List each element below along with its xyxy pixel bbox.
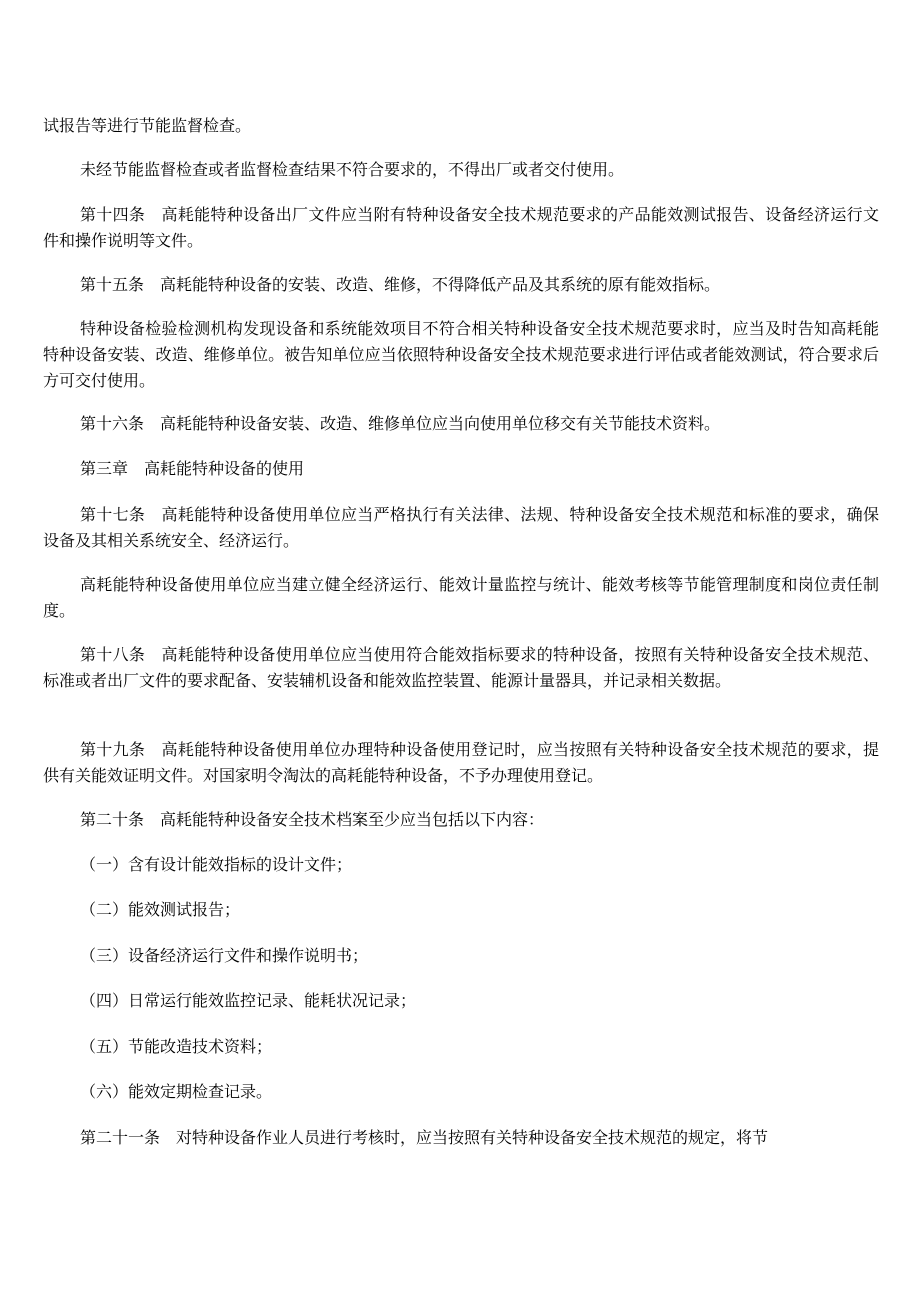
paragraph: 未经节能监督检查或者监督检查结果不符合要求的，不得出厂或者交付使用。 bbox=[80, 160, 625, 179]
paragraph-continuation: 试报告等进行节能监督检查。 bbox=[43, 116, 252, 135]
article-16: 第十六条 高耗能特种设备安装、改造、维修单位应当向使用单位移交有关节能技术资料。 bbox=[80, 414, 721, 433]
article-17: 第十七条 高耗能特种设备使用单位应当严格执行有关法律、法规、特种设备安全技术规范和标准的要求，确保设备及其相关系统安全、经济运行。 bbox=[43, 505, 879, 550]
chapter-heading: 第三章 高耗能特种设备的使用 bbox=[80, 459, 305, 478]
list-item: （五）节能改造技术资料； bbox=[80, 1037, 273, 1056]
list-item: （一）含有设计能效指标的设计文件； bbox=[80, 855, 353, 874]
list-item: （四）日常运行能效监控记录、能耗状况记录； bbox=[80, 991, 417, 1010]
list-item: （二）能效测试报告； bbox=[80, 900, 241, 919]
paragraph: 高耗能特种设备使用单位应当建立健全经济运行、能效计量监控与统计、能效考核等节能管理制度和岗位责任制度。 bbox=[43, 575, 879, 620]
list-item: （三）设备经济运行文件和操作说明书； bbox=[80, 946, 369, 965]
article-19: 第十九条 高耗能特种设备使用单位办理特种设备使用登记时，应当按照有关特种设备安全技术规范的要求，提供有关能效证明文件。对国家明令淘汰的高耗能特种设备，不予办理使用登记。 bbox=[43, 740, 879, 785]
paragraph: 特种设备检验检测机构发现设备和系统能效项目不符合相关特种设备安全技术规范要求时，应当及时告知高耗能特种设备安装、改造、维修单位。被告知单位应当依照特种设备安全技术规范要求进行评估或者能效测试，符合要求后方可交付使用。 bbox=[43, 319, 879, 390]
article-14: 第十四条 高耗能特种设备出厂文件应当附有特种设备安全技术规范要求的产品能效测试报告、设备经济运行文件和操作说明等文件。 bbox=[43, 205, 879, 250]
article-18: 第十八条 高耗能特种设备使用单位应当使用符合能效指标要求的特种设备，按照有关特种设备安全技术规范、标准或者出厂文件的要求配备、安装辅机设备和能效监控装置、能源计量器具，并记录相关数据。 bbox=[43, 645, 879, 690]
list-item: （六）能效定期检查记录。 bbox=[80, 1082, 273, 1101]
article-15: 第十五条 高耗能特种设备的安装、改造、维修，不得降低产品及其系统的原有能效指标。 bbox=[80, 275, 721, 294]
article-20: 第二十条 高耗能特种设备安全技术档案至少应当包括以下内容： bbox=[80, 810, 545, 829]
article-21: 第二十一条 对特种设备作业人员进行考核时，应当按照有关特种设备安全技术规范的规定，将节 bbox=[80, 1128, 769, 1147]
